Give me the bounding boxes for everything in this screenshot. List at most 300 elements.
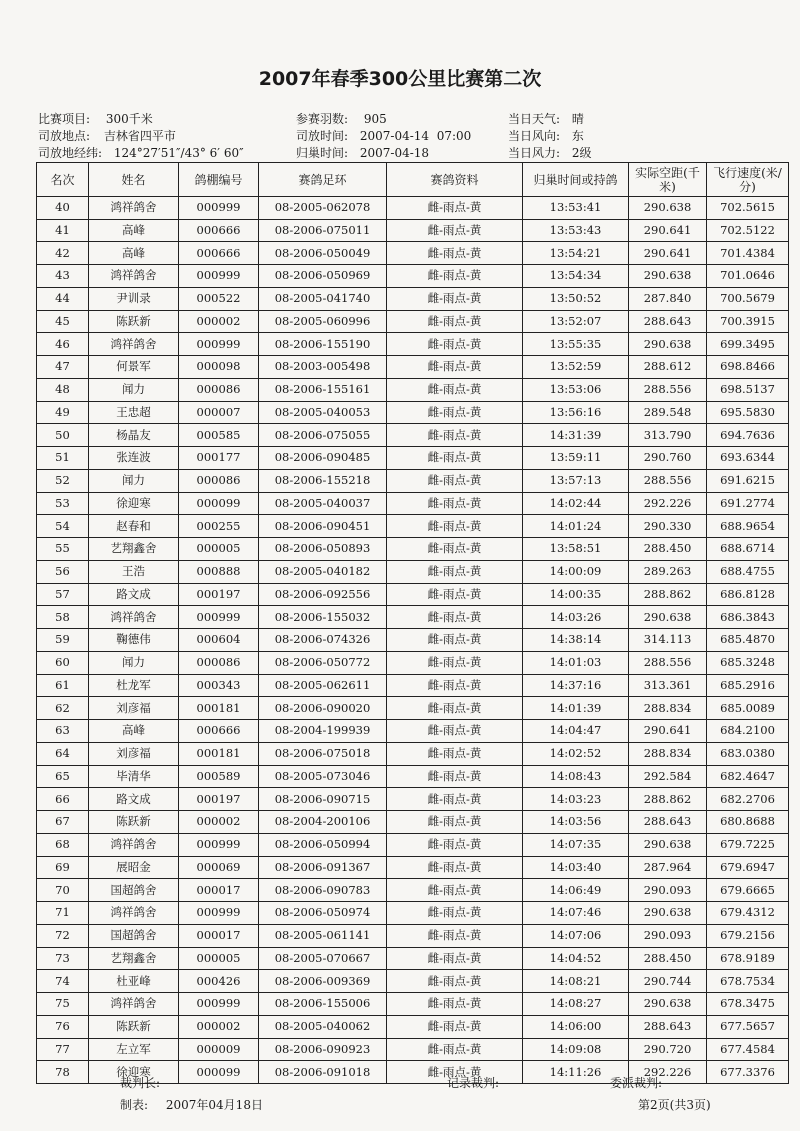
table-row [37,788,789,811]
table-row [37,219,789,242]
cell-pigeon-info: 雌-雨点-黄 [387,720,523,743]
cell-pigeon-info: 雌-雨点-黄 [387,833,523,856]
cell-speed: 701.4384 [707,242,789,265]
cell-name: 王浩 [89,560,179,583]
cell-rank: 75 [37,993,89,1016]
cell-distance: 290.638 [629,993,707,1016]
cell-pigeon-info: 雌-雨点-黄 [387,401,523,424]
results-table [36,162,789,1084]
cell-loft-id: 000002 [179,310,259,333]
cell-loft-id: 000585 [179,424,259,447]
header-pigeon-info: 赛鸽资料 [387,163,523,197]
cell-arrival-time: 14:03:23 [523,788,629,811]
cell-distance: 288.862 [629,583,707,606]
cell-rank: 62 [37,697,89,720]
cell-rank: 59 [37,629,89,652]
weather-label: 当日天气: [508,112,561,126]
table-row [37,242,789,265]
cell-loft-id: 000181 [179,742,259,765]
cell-arrival-time: 14:06:49 [523,879,629,902]
cell-name: 闻力 [89,651,179,674]
cell-loft-id: 000255 [179,515,259,538]
cell-pigeon-info: 雌-雨点-黄 [387,879,523,902]
cell-ring: 08-2006-090451 [259,515,387,538]
cell-name: 高峰 [89,242,179,265]
cell-rank: 46 [37,333,89,356]
cell-arrival-time: 13:58:51 [523,538,629,561]
cell-pigeon-info: 雌-雨点-黄 [387,310,523,333]
cell-name: 国超鸽舍 [89,879,179,902]
cell-speed: 685.0089 [707,697,789,720]
cell-pigeon-info: 雌-雨点-黄 [387,265,523,288]
cell-distance: 288.612 [629,356,707,379]
cell-pigeon-info: 雌-雨点-黄 [387,651,523,674]
release-place-label: 司放地点: [38,129,91,143]
cell-rank: 72 [37,924,89,947]
cell-pigeon-info: 雌-雨点-黄 [387,560,523,583]
page-info: 第2页(共3页) [638,1098,711,1112]
appointed-judge: 委派裁判: [610,1076,663,1090]
cell-arrival-time: 14:03:56 [523,811,629,834]
table-row [37,333,789,356]
cell-ring: 08-2006-090485 [259,447,387,470]
cell-ring: 08-2006-050049 [259,242,387,265]
cell-speed: 691.6215 [707,469,789,492]
cell-pigeon-info: 雌-雨点-黄 [387,856,523,879]
cell-name: 鸿祥鸽舍 [89,902,179,925]
cell-rank: 44 [37,287,89,310]
cell-loft-id: 000604 [179,629,259,652]
cell-ring: 08-2005-040182 [259,560,387,583]
cell-distance: 288.643 [629,1015,707,1038]
cell-distance: 290.638 [629,606,707,629]
cell-pigeon-info: 雌-雨点-黄 [387,902,523,925]
cell-name: 高峰 [89,720,179,743]
entries-label: 参赛羽数: [296,112,349,126]
entries-value: 905 [363,112,387,126]
table-row [37,197,789,220]
cell-loft-id: 000999 [179,902,259,925]
cell-distance: 287.964 [629,856,707,879]
cell-loft-id: 000177 [179,447,259,470]
cell-rank: 68 [37,833,89,856]
table-row [37,265,789,288]
table-row [37,674,789,697]
cell-pigeon-info: 雌-雨点-黄 [387,469,523,492]
cell-distance: 288.450 [629,538,707,561]
cell-speed: 677.3376 [707,1061,789,1084]
cell-loft-id: 000999 [179,833,259,856]
cell-name: 闻力 [89,469,179,492]
cell-speed: 679.6665 [707,879,789,902]
cell-rank: 43 [37,265,89,288]
cell-rank: 58 [37,606,89,629]
cell-loft-id: 000666 [179,720,259,743]
cell-speed: 694.7636 [707,424,789,447]
cell-loft-id: 000007 [179,401,259,424]
release-place [38,127,176,144]
cell-distance: 290.744 [629,970,707,993]
cell-rank: 48 [37,378,89,401]
cell-distance: 288.834 [629,742,707,765]
cell-loft-id: 000002 [179,1015,259,1038]
table-row [37,833,789,856]
cell-pigeon-info: 雌-雨点-黄 [387,538,523,561]
race-item-label: 比赛项目: [38,112,91,126]
cell-ring: 08-2005-040037 [259,492,387,515]
cell-distance: 290.641 [629,219,707,242]
header-ring: 赛鸽足环 [259,163,387,197]
cell-arrival-time: 14:03:26 [523,606,629,629]
cell-pigeon-info: 雌-雨点-黄 [387,378,523,401]
table-row [37,583,789,606]
cell-distance: 289.548 [629,401,707,424]
cell-rank: 52 [37,469,89,492]
header-distance: 实际空距(千米) [629,163,707,197]
cell-ring: 08-2005-070667 [259,947,387,970]
cell-speed: 698.5137 [707,378,789,401]
cell-loft-id: 000017 [179,924,259,947]
table-row [37,765,789,788]
cell-distance: 290.760 [629,447,707,470]
cell-pigeon-info: 雌-雨点-黄 [387,924,523,947]
cell-arrival-time: 14:00:35 [523,583,629,606]
cell-speed: 678.3475 [707,993,789,1016]
cell-pigeon-info: 雌-雨点-黄 [387,970,523,993]
cell-ring: 08-2006-075011 [259,219,387,242]
table-row [37,538,789,561]
wind-direction-label: 当日风向: [508,129,561,143]
cell-arrival-time: 13:52:07 [523,310,629,333]
cell-pigeon-info: 雌-雨点-黄 [387,765,523,788]
cell-ring: 08-2005-041740 [259,287,387,310]
cell-ring: 08-2006-155006 [259,993,387,1016]
cell-speed: 685.3248 [707,651,789,674]
table-row [37,1038,789,1061]
cell-pigeon-info: 雌-雨点-黄 [387,447,523,470]
cell-distance: 288.643 [629,310,707,333]
cell-ring: 08-2006-090715 [259,788,387,811]
cell-rank: 69 [37,856,89,879]
table-row [37,560,789,583]
wind-force-label: 当日风力: [508,146,561,160]
cell-pigeon-info: 雌-雨点-黄 [387,219,523,242]
cell-name: 闻力 [89,378,179,401]
cell-arrival-time: 14:01:39 [523,697,629,720]
cell-name: 展昭金 [89,856,179,879]
table-row [37,424,789,447]
cell-rank: 73 [37,947,89,970]
cell-arrival-time: 13:54:34 [523,265,629,288]
race-item-value: 300千米 [105,112,153,126]
cell-ring: 08-2006-155161 [259,378,387,401]
cell-ring: 08-2006-155190 [259,333,387,356]
cell-loft-id: 000005 [179,538,259,561]
cell-speed: 686.8128 [707,583,789,606]
cell-ring: 08-2006-075055 [259,424,387,447]
cell-arrival-time: 14:08:21 [523,970,629,993]
header-speed: 飞行速度(米/分) [707,163,789,197]
table-row [37,515,789,538]
cell-speed: 679.4312 [707,902,789,925]
cell-arrival-time: 14:02:44 [523,492,629,515]
cell-pigeon-info: 雌-雨点-黄 [387,697,523,720]
table-row [37,697,789,720]
cell-pigeon-info: 雌-雨点-黄 [387,333,523,356]
cell-distance: 290.638 [629,902,707,925]
cell-speed: 686.3843 [707,606,789,629]
cell-distance: 288.556 [629,378,707,401]
table-body [37,197,789,1084]
cell-speed: 677.4584 [707,1038,789,1061]
cell-rank: 78 [37,1061,89,1084]
cell-pigeon-info: 雌-雨点-黄 [387,629,523,652]
release-time [296,127,471,144]
cell-pigeon-info: 雌-雨点-黄 [387,947,523,970]
cell-ring: 08-2006-090783 [259,879,387,902]
cell-ring: 08-2004-199939 [259,720,387,743]
cell-name: 徐迎寒 [89,1061,179,1084]
cell-rank: 42 [37,242,89,265]
cell-ring: 08-2006-091018 [259,1061,387,1084]
cell-ring: 08-2003-005498 [259,356,387,379]
cell-rank: 77 [37,1038,89,1061]
cell-speed: 679.7225 [707,833,789,856]
cell-arrival-time: 13:55:35 [523,333,629,356]
cell-arrival-time: 14:07:06 [523,924,629,947]
cell-ring: 08-2006-155032 [259,606,387,629]
cell-loft-id: 000999 [179,265,259,288]
cell-loft-id: 000197 [179,788,259,811]
table-header-row [37,163,789,197]
return-time [296,144,429,161]
cell-name: 王忠超 [89,401,179,424]
cell-rank: 51 [37,447,89,470]
cell-pigeon-info: 雌-雨点-黄 [387,811,523,834]
cell-distance: 288.556 [629,651,707,674]
release-coordinates [38,144,244,161]
cell-speed: 695.5830 [707,401,789,424]
cell-loft-id: 000098 [179,356,259,379]
wind-force-value: 2级 [571,146,592,160]
cell-arrival-time: 14:08:27 [523,993,629,1016]
cell-distance: 288.834 [629,697,707,720]
cell-name: 张连波 [89,447,179,470]
cell-rank: 50 [37,424,89,447]
cell-name: 高峰 [89,219,179,242]
table-row [37,811,789,834]
cell-ring: 08-2004-200106 [259,811,387,834]
cell-ring: 08-2006-090020 [259,697,387,720]
cell-distance: 290.638 [629,833,707,856]
cell-pigeon-info: 雌-雨点-黄 [387,1061,523,1084]
cell-distance: 288.556 [629,469,707,492]
cell-loft-id: 000999 [179,993,259,1016]
cell-arrival-time: 14:08:43 [523,765,629,788]
cell-rank: 40 [37,197,89,220]
cell-speed: 678.7534 [707,970,789,993]
cell-distance: 290.641 [629,242,707,265]
cell-rank: 71 [37,902,89,925]
prepared-date: 2007年04月18日 [165,1098,263,1112]
cell-rank: 56 [37,560,89,583]
table-row [37,1015,789,1038]
cell-pigeon-info: 雌-雨点-黄 [387,583,523,606]
cell-distance: 290.093 [629,879,707,902]
cell-speed: 701.0646 [707,265,789,288]
cell-distance: 290.330 [629,515,707,538]
cell-distance: 290.641 [629,720,707,743]
cell-loft-id: 000009 [179,1038,259,1061]
table-row [37,651,789,674]
cell-speed: 679.2156 [707,924,789,947]
record-judge: 记录裁判: [447,1076,500,1090]
table-row [37,947,789,970]
cell-name: 何景军 [89,356,179,379]
cell-speed: 685.4870 [707,629,789,652]
cell-name: 刘彦福 [89,742,179,765]
cell-speed: 702.5615 [707,197,789,220]
cell-arrival-time: 14:03:40 [523,856,629,879]
table-row [37,742,789,765]
cell-loft-id: 000017 [179,879,259,902]
cell-speed: 682.2706 [707,788,789,811]
coords-label: 司放地经纬: [38,146,103,160]
cell-distance: 292.584 [629,765,707,788]
cell-ring: 08-2006-155218 [259,469,387,492]
table-row [37,447,789,470]
cell-name: 艺翔鑫舍 [89,538,179,561]
cell-arrival-time: 14:01:03 [523,651,629,674]
prepared-by [120,1096,263,1113]
header-rank: 名次 [37,163,89,197]
cell-distance: 290.638 [629,333,707,356]
cell-ring: 08-2005-073046 [259,765,387,788]
cell-name: 刘彦福 [89,697,179,720]
table-row [37,856,789,879]
cell-loft-id: 000666 [179,219,259,242]
cell-loft-id: 000086 [179,469,259,492]
cell-loft-id: 000888 [179,560,259,583]
cell-distance: 290.720 [629,1038,707,1061]
cell-pigeon-info: 雌-雨点-黄 [387,515,523,538]
document-title: 2007年春季300公里比赛第二次 [258,68,542,90]
return-time-label: 归巢时间: [296,146,349,160]
cell-ring: 08-2005-061141 [259,924,387,947]
cell-name: 陈跃新 [89,1015,179,1038]
cell-ring: 08-2006-050994 [259,833,387,856]
cell-name: 赵春和 [89,515,179,538]
cell-ring: 08-2005-060996 [259,310,387,333]
cell-loft-id: 000005 [179,947,259,970]
cell-loft-id: 000099 [179,492,259,515]
table-row [37,970,789,993]
cell-loft-id: 000666 [179,242,259,265]
cell-arrival-time: 13:59:11 [523,447,629,470]
cell-ring: 08-2005-062078 [259,197,387,220]
cell-loft-id: 000343 [179,674,259,697]
cell-rank: 70 [37,879,89,902]
table-row [37,378,789,401]
cell-loft-id: 000181 [179,697,259,720]
chief-judge: 裁判长: [120,1076,161,1090]
cell-rank: 47 [37,356,89,379]
table-row [37,879,789,902]
cell-distance: 288.450 [629,947,707,970]
header-loft-id: 鸽棚编号 [179,163,259,197]
cell-loft-id: 000999 [179,333,259,356]
wind-direction [508,127,584,144]
cell-ring: 08-2005-040062 [259,1015,387,1038]
cell-loft-id: 000069 [179,856,259,879]
cell-arrival-time: 13:53:41 [523,197,629,220]
table-row [37,924,789,947]
cell-loft-id: 000086 [179,378,259,401]
return-time-value: 2007-04-18 [359,146,430,160]
cell-distance: 290.638 [629,265,707,288]
cell-arrival-time: 14:31:39 [523,424,629,447]
cell-name: 国超鸽舍 [89,924,179,947]
cell-distance: 287.840 [629,287,707,310]
cell-name: 毕清华 [89,765,179,788]
cell-pigeon-info: 雌-雨点-黄 [387,424,523,447]
cell-speed: 702.5122 [707,219,789,242]
cell-loft-id: 000522 [179,287,259,310]
cell-arrival-time: 14:02:52 [523,742,629,765]
header-arrival-time: 归巢时间或持鸽 [523,163,629,197]
table-row [37,401,789,424]
cell-speed: 678.9189 [707,947,789,970]
cell-speed: 688.9654 [707,515,789,538]
cell-pigeon-info: 雌-雨点-黄 [387,242,523,265]
cell-distance: 289.263 [629,560,707,583]
cell-ring: 08-2006-091367 [259,856,387,879]
cell-name: 艺翔鑫舍 [89,947,179,970]
cell-ring: 08-2006-050772 [259,651,387,674]
cell-distance: 290.093 [629,924,707,947]
cell-rank: 60 [37,651,89,674]
cell-name: 鸿祥鸽舍 [89,265,179,288]
entries [296,110,387,127]
wind-force [508,144,592,161]
cell-name: 鸿祥鸽舍 [89,197,179,220]
cell-speed: 699.3495 [707,333,789,356]
cell-ring: 08-2006-075018 [259,742,387,765]
cell-speed: 700.3915 [707,310,789,333]
header-name: 姓名 [89,163,179,197]
cell-arrival-time: 14:00:09 [523,560,629,583]
cell-name: 徐迎寒 [89,492,179,515]
cell-arrival-time: 14:04:52 [523,947,629,970]
cell-arrival-time: 13:50:52 [523,287,629,310]
cell-name: 陈跃新 [89,811,179,834]
cell-distance: 292.226 [629,492,707,515]
cell-pigeon-info: 雌-雨点-黄 [387,492,523,515]
cell-loft-id: 000426 [179,970,259,993]
cell-arrival-time: 14:06:00 [523,1015,629,1038]
table-row [37,902,789,925]
cell-speed: 680.8688 [707,811,789,834]
cell-ring: 08-2006-050893 [259,538,387,561]
cell-arrival-time: 14:07:46 [523,902,629,925]
cell-pigeon-info: 雌-雨点-黄 [387,742,523,765]
cell-rank: 61 [37,674,89,697]
cell-name: 杨晶友 [89,424,179,447]
cell-pigeon-info: 雌-雨点-黄 [387,993,523,1016]
cell-name: 路文成 [89,788,179,811]
cell-distance: 288.643 [629,811,707,834]
cell-speed: 691.2774 [707,492,789,515]
